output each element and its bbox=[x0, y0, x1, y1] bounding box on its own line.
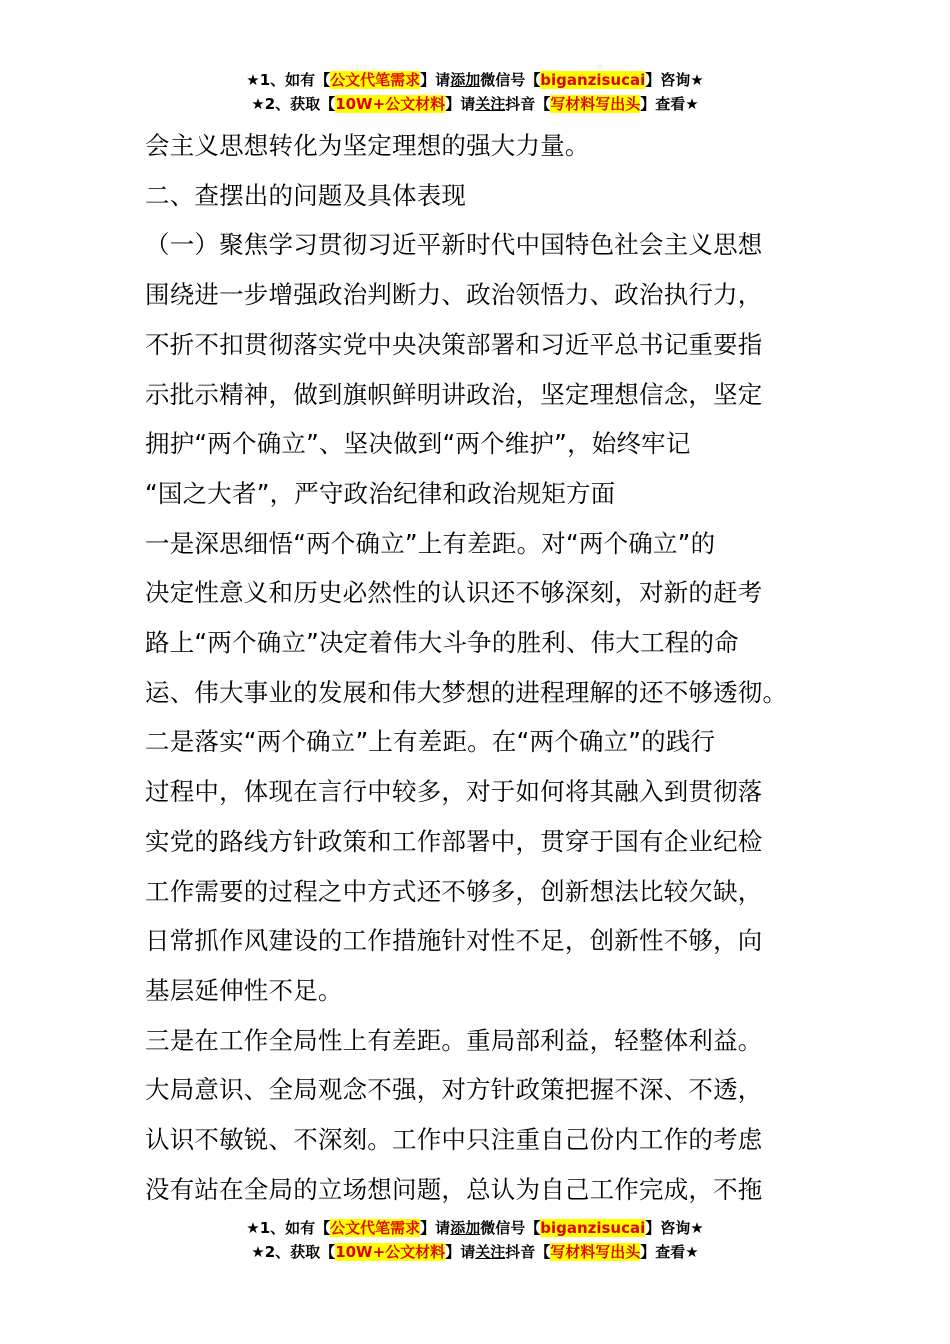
banner-text: 抖音【 bbox=[505, 95, 551, 113]
banner-text: 】咨询★ bbox=[645, 71, 704, 89]
body-line: 围绕进一步增强政治判断力、政治领悟力、政治执行力， bbox=[145, 280, 763, 310]
banner-line-1 bbox=[0, 68, 950, 92]
body-line: 一是深思细悟“两个确立”上有差距。对“两个确立”的 bbox=[145, 528, 716, 558]
body-line: 不折不扣贯彻落实党中央决策部署和习近平总书记重要指 bbox=[145, 329, 763, 359]
banner-underlined-text: 关注 bbox=[475, 1243, 506, 1261]
banner-highlight: 公文代笔需求 bbox=[330, 71, 421, 89]
body-line: 认识不敏锐、不深刻。工作中只注重自己份内工作的考虑 bbox=[145, 1125, 763, 1155]
body-line: 三是在工作全局性上有差距。重局部利益，轻整体利益。 bbox=[145, 1025, 763, 1055]
banner-text: 】请 bbox=[445, 1243, 476, 1261]
body-line: 过程中，体现在言行中较多，对于如何将其融入到贯彻落 bbox=[145, 777, 763, 807]
body-line: 没有站在全局的立场想问题，总认为自己工作完成，不拖 bbox=[145, 1174, 763, 1204]
banner-text: ★1、如有【 bbox=[246, 71, 331, 89]
banner-highlight: 10W+公文材料 bbox=[335, 95, 446, 113]
banner-text: ★2、获取【 bbox=[251, 95, 336, 113]
body-line: 会主义思想转化为坚定理想的强大力量。 bbox=[145, 131, 590, 160]
banner-text: 】请 bbox=[420, 1219, 451, 1237]
footer-banner bbox=[0, 1216, 950, 1264]
header-banner bbox=[0, 68, 950, 116]
banner-text: 微信号【 bbox=[480, 71, 541, 89]
banner-line-2 bbox=[0, 1240, 950, 1264]
banner-underlined-text: 添加 bbox=[450, 1219, 481, 1237]
body-line: “国之大者”，严守政治纪律和政治规矩方面 bbox=[145, 478, 616, 508]
banner-text: 】咨询★ bbox=[645, 1219, 704, 1237]
body-line: 运、伟大事业的发展和伟大梦想的进程理解的还不够透彻。 bbox=[145, 677, 788, 707]
body-line: 示批示精神，做到旗帜鲜明讲政治，坚定理想信念，坚定 bbox=[145, 379, 763, 409]
banner-highlight: 写材料写出头 bbox=[550, 1243, 641, 1261]
banner-text: 】请 bbox=[420, 71, 451, 89]
body-line: 拥护“两个确立”、坚决做到“两个维护”，始终牢记 bbox=[145, 429, 691, 459]
section-heading: 二、查摆出的问题及具体表现 bbox=[145, 180, 467, 210]
body-line: 工作需要的过程之中方式还不够多，创新想法比较欠缺， bbox=[145, 876, 763, 906]
body-line: 路上“两个确立”决定着伟大斗争的胜利、伟大工程的命 bbox=[145, 628, 739, 658]
banner-text: 微信号【 bbox=[480, 1219, 541, 1237]
banner-line-2 bbox=[0, 92, 950, 116]
body-line: 二是落实“两个确立”上有差距。在“两个确立”的践行 bbox=[145, 727, 716, 757]
body-line: 日常抓作风建设的工作措施针对性不足，创新性不够，向 bbox=[145, 926, 763, 956]
body-line: 基层延伸性不足。 bbox=[145, 975, 343, 1005]
banner-highlight: biganzisucai bbox=[540, 71, 646, 89]
document-body bbox=[145, 121, 807, 1214]
subsection-heading: （一）聚焦学习贯彻习近平新时代中国特色社会主义思想 bbox=[145, 230, 763, 260]
banner-underlined-text: 关注 bbox=[475, 95, 506, 113]
banner-highlight: 10W+公文材料 bbox=[335, 1243, 446, 1261]
banner-line-1 bbox=[0, 1216, 950, 1240]
body-line: 实党的路线方针政策和工作部署中，贯穿于国有企业纪检 bbox=[145, 826, 763, 856]
banner-text: 】请 bbox=[445, 95, 476, 113]
banner-text: 抖音【 bbox=[505, 1243, 551, 1261]
banner-text: ★1、如有【 bbox=[246, 1219, 331, 1237]
banner-underlined-text: 添加 bbox=[450, 71, 481, 89]
banner-highlight: 公文代笔需求 bbox=[330, 1219, 421, 1237]
banner-text: 】查看★ bbox=[640, 1243, 699, 1261]
banner-text: ★2、获取【 bbox=[251, 1243, 336, 1261]
body-line: 决定性意义和历史必然性的认识还不够深刻，对新的赶考 bbox=[145, 578, 763, 608]
body-line: 大局意识、全局观念不强，对方针政策把握不深、不透， bbox=[145, 1075, 763, 1105]
banner-text: 】查看★ bbox=[640, 95, 699, 113]
banner-highlight: biganzisucai bbox=[540, 1219, 646, 1237]
banner-highlight: 写材料写出头 bbox=[550, 95, 641, 113]
